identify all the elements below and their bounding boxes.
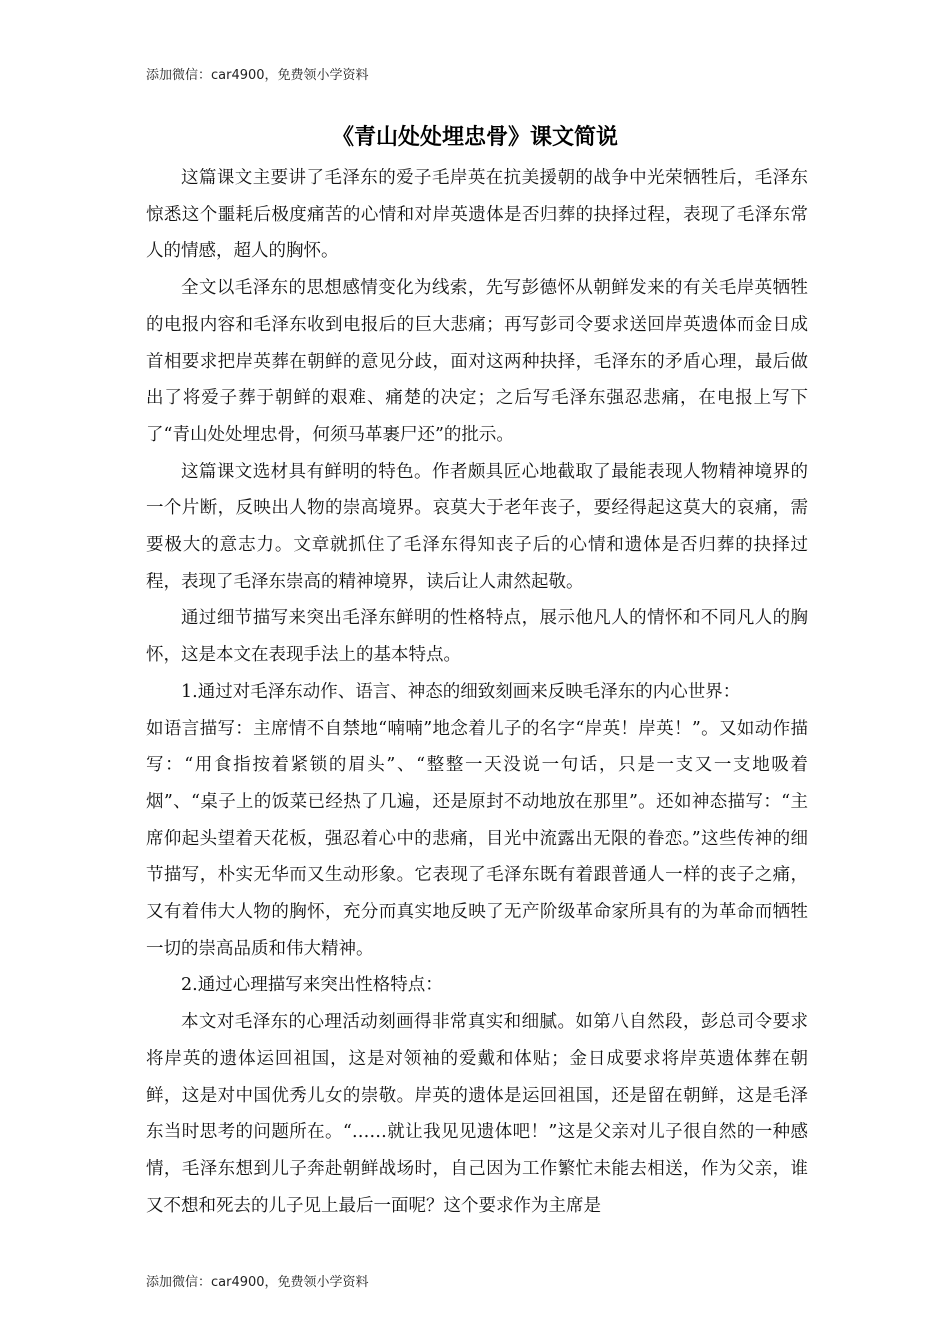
paragraph-point-2-detail: 本文对毛泽东的心理活动刻画得非常真实和细腻。如第八自然段，彭总司令要求将岸英的遗体运回祖国，这是对领袖的爱戴和体贴；金日成要求将岸英遗体葬在朝鲜，这是对中国优秀儿女的崇敬。岸英的遗体是运回祖国，还是留在朝鲜，这是毛泽东当时思考的问题所在。“……就让我见见遗体吧！”这是父亲对儿子很自然的一种感情，毛泽东想到儿子奔赴朝鲜战场时，自己因为工作繁忙未能去相送，作为父亲，谁又不想和死去的儿子见上最后一面呢？这个要求作为主席是 bbox=[146, 1012, 808, 1216]
footer-note: 添加微信：car4900，免费领小学资料 bbox=[146, 1275, 369, 1290]
paragraph-technique: 通过细节描写来突出毛泽东鲜明的性格特点，展示他凡人的情怀和不同凡人的胸怀，这是本文在表现手法上的基本特点。 bbox=[146, 608, 808, 666]
header-note: 添加微信：car4900，免费领小学资料 bbox=[146, 68, 369, 83]
paragraph-point-2: 2.通过心理描写来突出性格特点： bbox=[181, 975, 443, 996]
paragraph-material: 这篇课文选材具有鲜明的特色。作者颇具匠心地截取了最能表现人物精神境界的一个片断，反映出人物的崇高境界。哀莫大于老年丧子，要经得起这莫大的哀痛，需要极大的意志力。文章就抓住了毛泽东得知丧子后的心情和遗体是否归葬的抉择过程，表现了毛泽东崇高的精神境界，读后让人肃然起敬。 bbox=[146, 461, 808, 592]
paragraph-point-1: 1.通过对毛泽东动作、语言、神态的细致刻画来反映毛泽东的内心世界： bbox=[181, 681, 741, 702]
paragraph-summary: 这篇课文主要讲了毛泽东的爱子毛岸英在抗美援朝的战争中光荣牺牲后，毛泽东惊悉这个噩耗后极度痛苦的心情和对岸英遗体是否归葬的抉择过程，表现了毛泽东常人的情感，超人的胸怀。 bbox=[146, 168, 808, 262]
document-title: 《青山处处埋忠骨》课文简说 bbox=[331, 125, 618, 150]
paragraph-point-1-detail: 如语言描写：主席情不自禁地“喃喃”地念着儿子的名字“岸英！岸英！”。又如动作描写：“用食指按着紧锁的眉头”、“整整一天没说一句话，只是一支又一支地吸着烟”、“桌子上的饭菜已经热了几遍，还是原封不动地放在那里”。还如神态描写：“主席仰起头望着天花板，强忍着心中的悲痛，目光中流露出无限的眷恋。”这些传神的细节描写，朴实无华而又生动形象。它表现了毛泽东既有着跟普通人一样的丧子之痛，又有着伟大人物的胸怀，充分而真实地反映了无产阶级革命家所具有的为革命而牺牲一切的崇高品质和伟大精神。 bbox=[146, 718, 808, 959]
paragraph-structure: 全文以毛泽东的思想感情变化为线索，先写彭德怀从朝鲜发来的有关毛岸英牺牲的电报内容和毛泽东收到电报后的巨大悲痛；再写彭司令要求送回岸英遗体而金日成首相要求把岸英葬在朝鲜的意见分歧，面对这两种抉择，毛泽东的矛盾心理，最后做出了将爱子葬于朝鲜的艰难、痛楚的决定；之后写毛泽东强忍悲痛，在电报上写下了“青山处处埋忠骨，何须马革裹尸还”的批示。 bbox=[146, 278, 808, 445]
document-body bbox=[146, 160, 808, 1224]
